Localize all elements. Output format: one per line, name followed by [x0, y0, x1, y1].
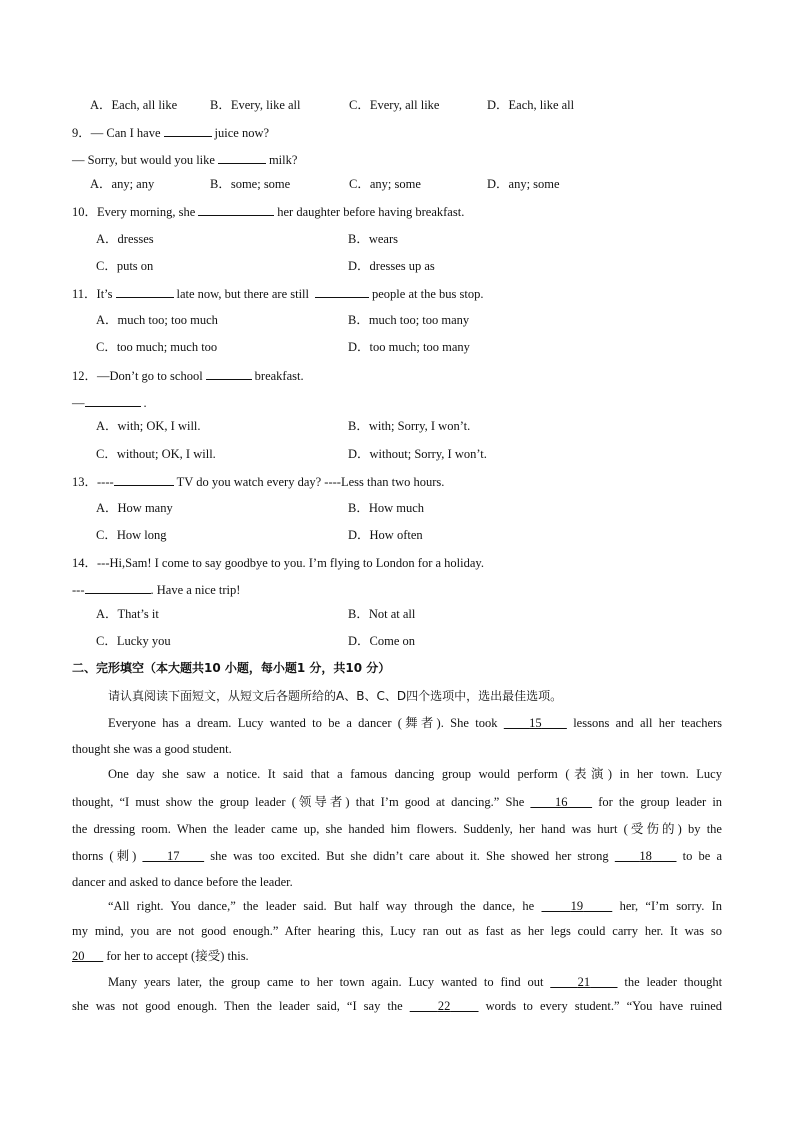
- q13-option-d: D．How often: [348, 528, 423, 542]
- q12-text-b: breakfast.: [254, 369, 304, 383]
- blank-number: 20: [72, 949, 85, 963]
- q10-option-b: B．wears: [348, 232, 398, 246]
- passage-text: Everyone has a dream. Lucy wanted to be a dancer (舞者). She took: [108, 716, 498, 730]
- q9-reply: [72, 151, 297, 168]
- q12-blank-1: [206, 367, 252, 380]
- q11-option-d: D．too much; too many: [348, 340, 470, 354]
- q8-option-a: A．Each, all like: [90, 98, 178, 112]
- section-heading: 二、完形填空（本大题共10 小题，每小题1 分，共10 分）: [72, 661, 391, 675]
- q11-text-c: people at the bus stop.: [372, 287, 484, 301]
- blank-16: [530, 795, 592, 809]
- passage-line: [108, 715, 722, 731]
- q9-blank-2: [218, 151, 266, 164]
- q11-option-b: B．much too; too many: [348, 313, 470, 327]
- passage-line: [72, 848, 722, 864]
- q8-option-b: B．Every, like all: [210, 98, 301, 112]
- q12-option-a: A．with; OK, I will.: [96, 419, 201, 433]
- q13-option-c: C．How long: [96, 528, 167, 542]
- q13-text-a: 13．----: [72, 475, 114, 489]
- q14-blank: [85, 581, 151, 594]
- passage-text: she was too excited. But she didn’t care about it. She showed her strong: [210, 849, 609, 863]
- q11-text-a: 11．It’s: [72, 287, 113, 301]
- q9-text-a: 9．— Can I have: [72, 126, 161, 140]
- q12-option-c: C．without; OK, I will.: [96, 447, 216, 461]
- passage-line: [72, 794, 722, 810]
- q10-blank: [198, 203, 274, 216]
- passage-text: for the group leader in: [598, 795, 723, 809]
- q14-option-b: B．Not at all: [348, 607, 416, 621]
- q9-option-b: B．some; some: [210, 177, 291, 191]
- blank-21: [550, 975, 617, 989]
- q13-text-b: TV do you watch every day? ----Less than two hours.: [176, 475, 445, 489]
- q13-option-b: B．How much: [348, 501, 425, 515]
- passage-line: One day she saw a notice. It said that a famous dancing group would perform (表演) in her town. Lucy: [108, 767, 722, 781]
- blank-number: 15: [529, 716, 542, 730]
- passage-text: “All right. You dance,” the leader said. But half way through the dance, he: [108, 899, 535, 913]
- blank-number: 22: [437, 999, 451, 1013]
- q12-option-d: D．without; Sorry, I won’t.: [348, 447, 487, 461]
- q8-option-d: D．Each, like all: [487, 98, 575, 112]
- q9-option-d: D．any; some: [487, 177, 560, 191]
- passage-text: Many years later, the group came to her town again. Lucy wanted to find out: [108, 975, 544, 989]
- passage-text: words to every student.” “You have ruined: [485, 999, 723, 1013]
- passage-line: [72, 998, 722, 1014]
- q12-reply: [72, 394, 147, 411]
- blank-17: [142, 849, 204, 863]
- q11-blank-2: [315, 285, 369, 298]
- q11-option-c: C．too much; much too: [96, 340, 218, 354]
- passage-line: my mind, you are not good enough.” After hearing this, Lucy ran out as fast as her legs could carry her. It was so: [72, 924, 722, 938]
- q11-text-b: late now, but there are still: [176, 287, 309, 301]
- passage-line: the dressing room. When the leader came up, she handed him flowers. Suddenly, her hand was hurt (受伤的) by the: [72, 822, 722, 836]
- q9-reply-a: — Sorry, but would you like: [72, 153, 215, 167]
- q14-reply-a: ---: [72, 583, 85, 597]
- q10-option-c: C．puts on: [96, 259, 154, 273]
- q10-stem: [72, 203, 464, 220]
- q9-stem: [72, 124, 269, 141]
- blank-20: [72, 949, 103, 963]
- passage-text: her, “I’m sorry. In: [619, 899, 723, 913]
- passage-line: dancer and asked to dance before the leader.: [72, 875, 293, 889]
- q8-option-c: C．Every, all like: [349, 98, 440, 112]
- blank-18: [615, 849, 677, 863]
- q13-stem: [72, 473, 444, 490]
- q13-option-a: A．How many: [96, 501, 173, 515]
- passage-text: for her to accept (接受) this.: [106, 949, 249, 963]
- blank-number: 21: [577, 975, 591, 989]
- q12-blank-2: [85, 394, 141, 407]
- q14-reply: [72, 581, 240, 598]
- q14-option-d: D．Come on: [348, 634, 416, 648]
- q11-stem: [72, 285, 483, 302]
- q9-option-c: C．any; some: [349, 177, 421, 191]
- blank-number: 16: [554, 795, 568, 809]
- passage-text: lessons and all her teachers: [573, 716, 723, 730]
- q10-text-a: 10．Every morning, she: [72, 205, 196, 219]
- q12-text-a: 12．—Don’t go to school: [72, 369, 203, 383]
- blank-22: [410, 999, 479, 1013]
- q14-stem: 14．---Hi,Sam! I come to say goodbye to you. I’m flying to London for a holiday.: [72, 556, 484, 570]
- q14-reply-b: . Have a nice trip!: [150, 583, 241, 597]
- section-instruction: 请认真阅读下面短文，从短文后各题所给的A、B、C、D四个选项中，选出最佳选项。: [108, 689, 563, 703]
- blank-15: [504, 716, 567, 730]
- q13-blank: [114, 473, 174, 486]
- q10-option-d: D．dresses up as: [348, 259, 435, 273]
- q9-reply-b: milk?: [268, 153, 298, 167]
- q12-reply-a: —: [72, 396, 85, 410]
- passage-text: thorns (刺): [72, 849, 137, 863]
- q9-text-b: juice now?: [214, 126, 270, 140]
- q11-option-a: A．much too; too much: [96, 313, 218, 327]
- blank-19: [541, 899, 612, 913]
- passage-line: [108, 898, 722, 914]
- passage-line: [72, 948, 249, 964]
- passage-text: thought, “I must show the group leader (领导者) that I’m good at dancing.” She: [72, 795, 525, 809]
- passage-line: [108, 974, 722, 990]
- q14-option-a: A．That’s it: [96, 607, 159, 621]
- blank-number: 18: [639, 849, 652, 863]
- q12-option-b: B．with; Sorry, I won’t.: [348, 419, 471, 433]
- passage-text: the leader thought: [624, 975, 723, 989]
- q10-option-a: A．dresses: [96, 232, 154, 246]
- q14-option-c: C．Lucky you: [96, 634, 171, 648]
- blank-number: 19: [570, 899, 584, 913]
- q9-blank-1: [164, 124, 212, 137]
- q11-blank-1: [116, 285, 174, 298]
- q10-text-b: her daughter before having breakfast.: [277, 205, 465, 219]
- passage-line: thought she was a good student.: [72, 742, 232, 756]
- passage-text: to be a: [682, 849, 723, 863]
- q9-option-a: A．any; any: [90, 177, 155, 191]
- q12-stem: [72, 367, 304, 384]
- blank-number: 17: [167, 849, 180, 863]
- q12-reply-b: .: [143, 396, 147, 410]
- passage-text: she was not good enough. Then the leader said, “I say the: [72, 999, 403, 1013]
